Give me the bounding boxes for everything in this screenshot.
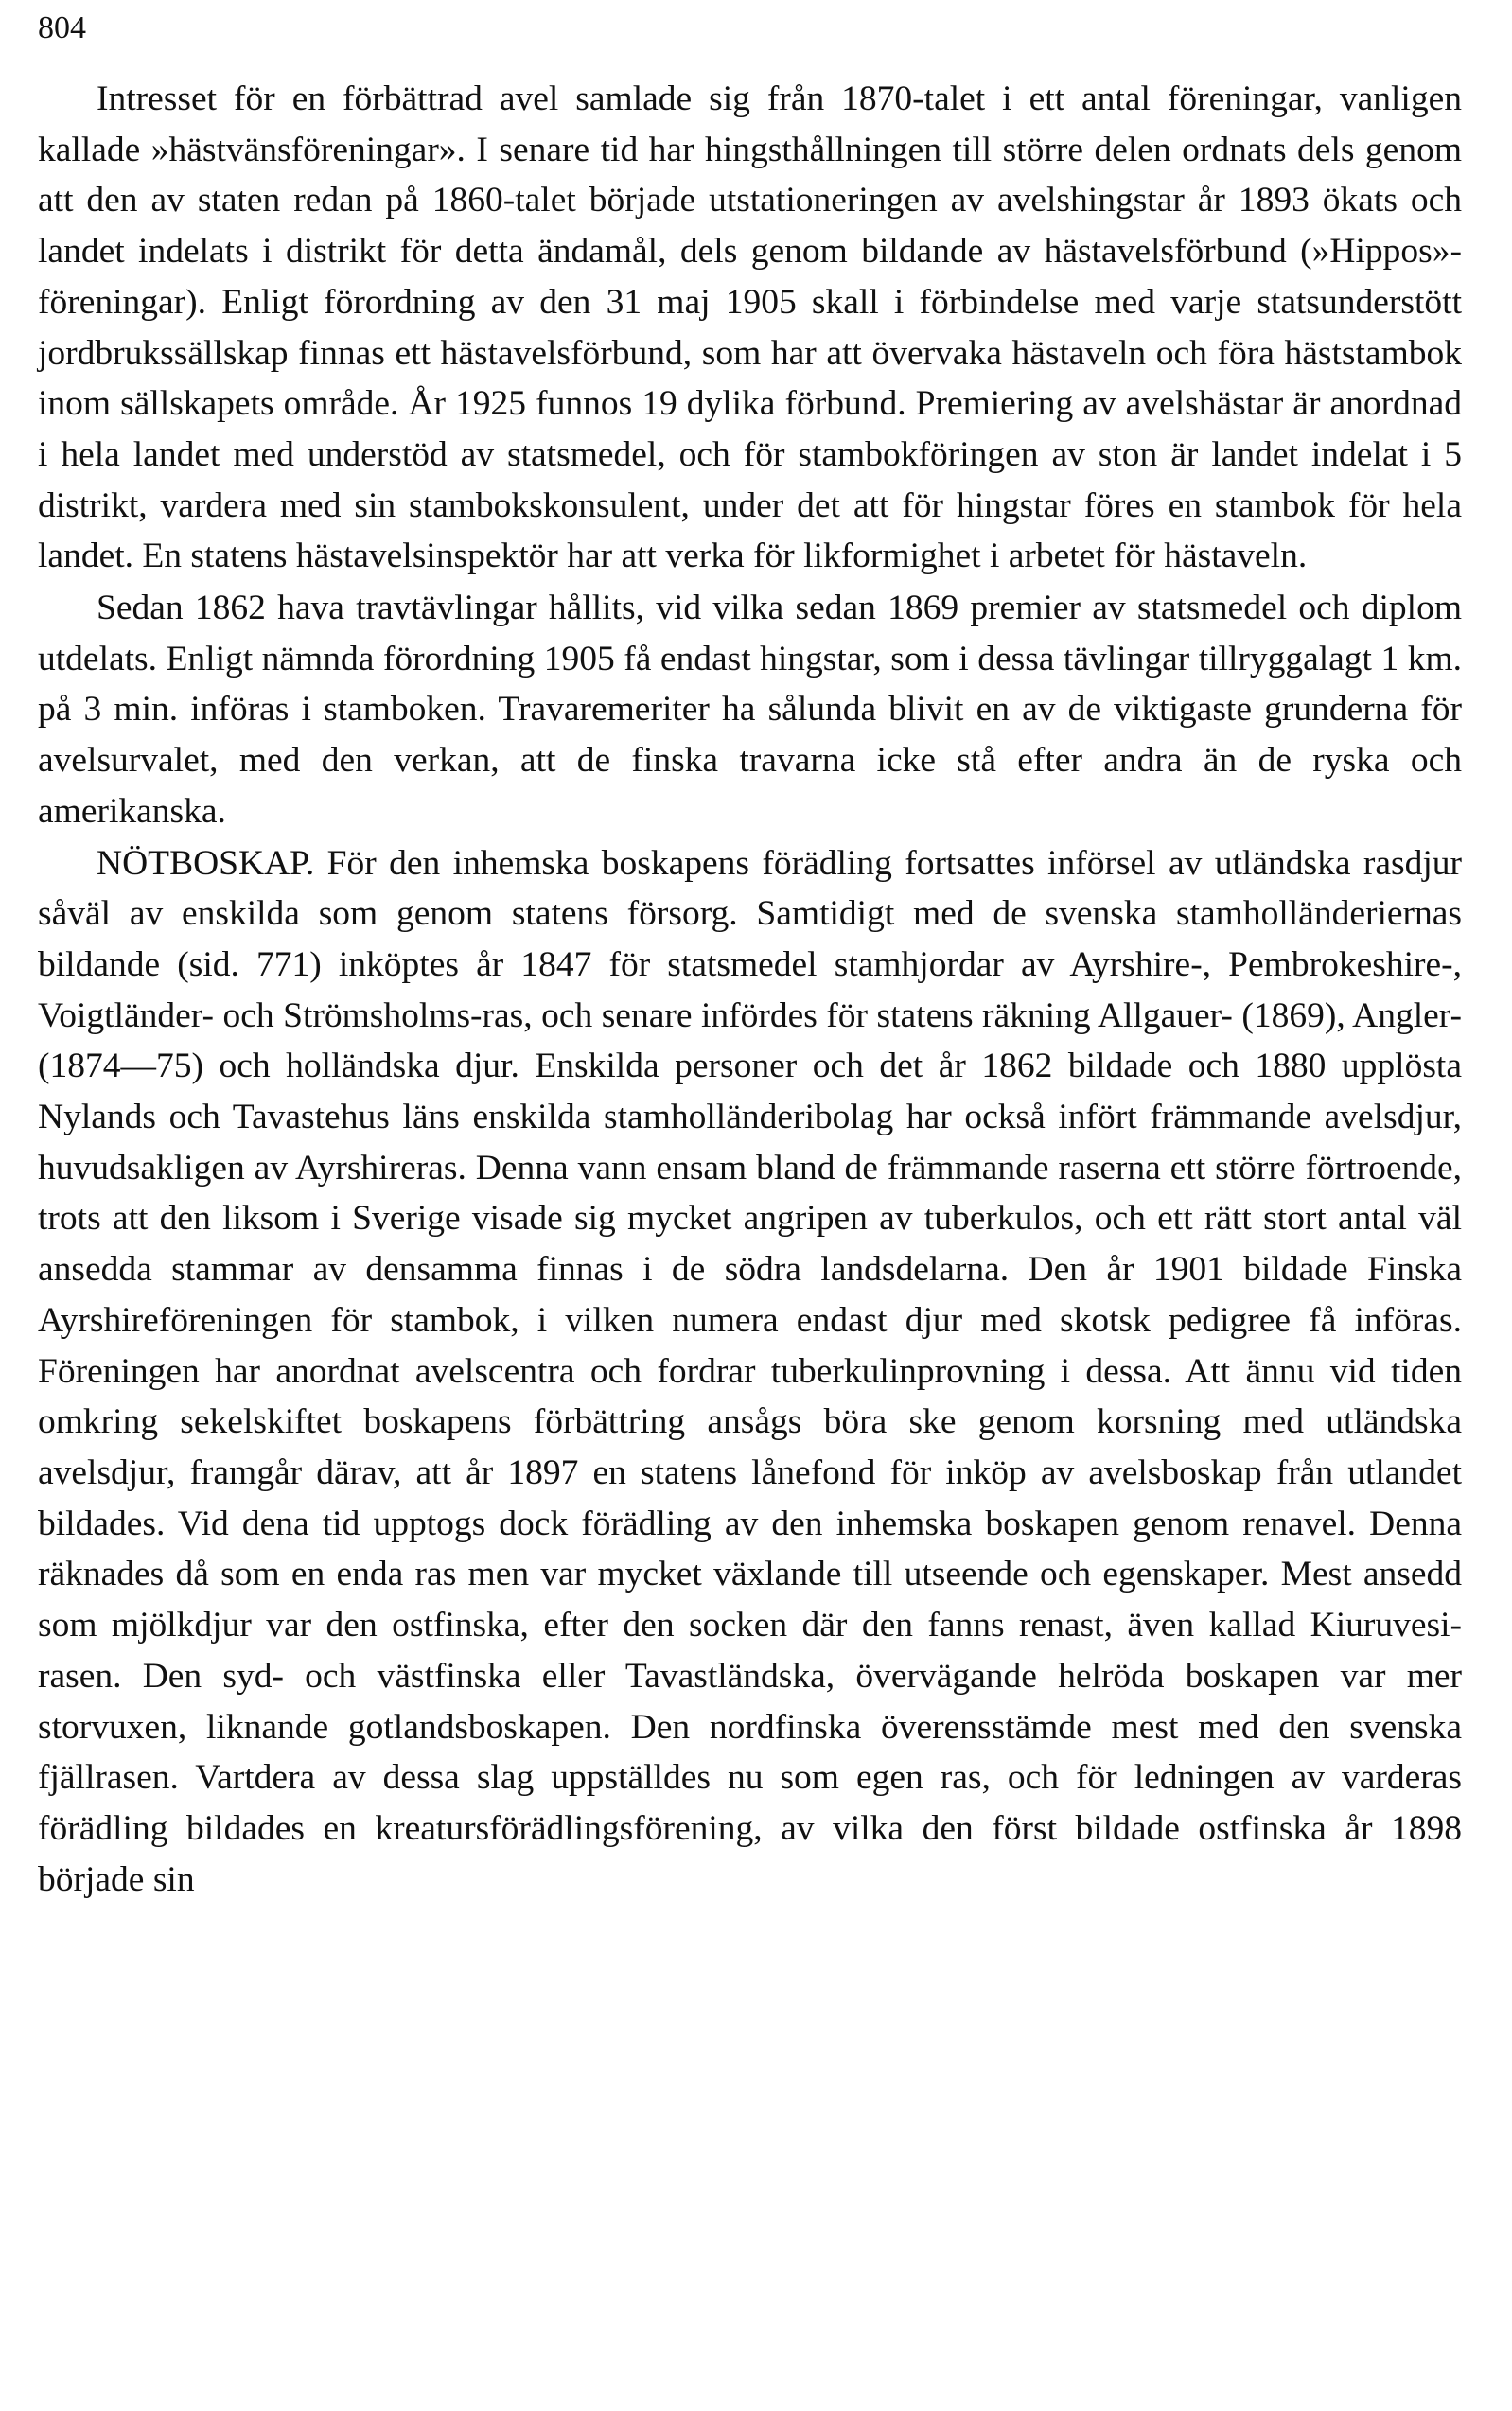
body-text xyxy=(38,74,1462,1905)
paragraph-horse-breeding: Intresset för en förbättrad avel samlade sig från 1870-talet i ett antal föreningar, vanligen kallade »hästvänsföreningar». I senare tid har hingsthållningen till större delen ordnats dels genom att den av staten redan på 1860-talet började utstationeringen av avelshingstar år 1893 ökats och landet indelats i distrikt för detta ändamål, dels genom bildande av hästavelsförbund (»Hippos»-föreningar). Enligt förordning av den 31 maj 1905 skall i förbindelse med varje statsunderstött jordbrukssällskap finnas ett hästavelsförbund, som har att övervaka hästaveln och föra häststambok inom sällskapets område. År 1925 funnos 19 dylika förbund. Premiering av avelshästar är anordnad i hela landet med understöd av statsmedel, och för stambokföringen av ston är landet indelat i 5 distrikt, vardera med sin stambokskonsulent, under det att för hingstar föres en stambok för hela landet. En statens hästavelsinspektör har att verka för likformighet i arbetet för hästaveln. xyxy=(38,79,1462,576)
paragraph-cattle: NÖTBOSKAP. För den inhemska boskapens förädling fortsattes införsel av utländska rasdjur såväl av enskilda som genom statens försorg. Samtidigt med de svenska stamholländeriernas bildande (sid. 771) inköptes år 1847 för statsmedel stamhjordar av Ayrshire-, Pembrokeshire-, Voigtländer- och Strömsholms-ras, och senare infördes för statens räkning Allgauer- (1869), Angler- (1874—75) och holländska djur. Enskilda personer och det år 1862 bildade och 1880 upplösta Nylands och Tavastehus läns enskilda stamholländeribolag har också infört främmande avelsdjur, huvudsakligen av Ayrshireras. Denna vann ensam bland de främmande raserna ett större förtroende, trots att den liksom i Sverige visade sig mycket angripen av tuberkulos, och ett rätt stort antal väl ansedda stammar av densamma finnas i de södra landsdelarna. Den år 1901 bildade Finska Ayrshireföreningen för stambok, i vilken numera endast djur med skotsk pedigree få införas. Föreningen har anordnat avelscentra och fordrar tuberkulinprovning i dessa. Att ännu vid tiden omkring sekelskiftet boskapens förbättring ansågs böra ske genom korsning med utländska avelsdjur, framgår därav, att år 1897 en statens lånefond för inköp av avelsboskap från utlandet bildades. Vid dena tid upptogs dock förädling av den inhemska boskapen genom renavel. Denna räknades då som en enda ras men var mycket växlande till utseende och egenskaper. Mest ansedd som mjölkdjur var den ostfinska, efter den socken där den fanns renast, även kallad Kiuruvesi-rasen. Den syd- och västfinska eller Tavastländska, övervägande helröda boskapen var mer storvuxen, liknande gotlandsboskapen. Den nordfinska överensstämde mest med den svenska fjällrasen. Vartdera av dessa slag uppställdes nu som egen ras, och för ledningen av varderas förädling bildades en kreatursförädlingsförening, av vilka den först bildade ostfinska år 1898 började sin xyxy=(38,843,1462,1899)
paragraph-trotting: Sedan 1862 hava travtävlingar hållits, vid vilka sedan 1869 premier av statsmedel och diplom utdelats. Enligt nämnda förordning 1905 få endast hingstar, som i dessa tävlingar tillryggalagt 1 km. på 3 min. införas i stamboken. Travaremeriter ha sålunda blivit en av de viktigaste grunderna för avelsurvalet, med den verkan, att de finska travarna icke stå efter andra än de ryska och amerikanska. xyxy=(38,589,1462,831)
page-number: 804 xyxy=(38,10,86,45)
